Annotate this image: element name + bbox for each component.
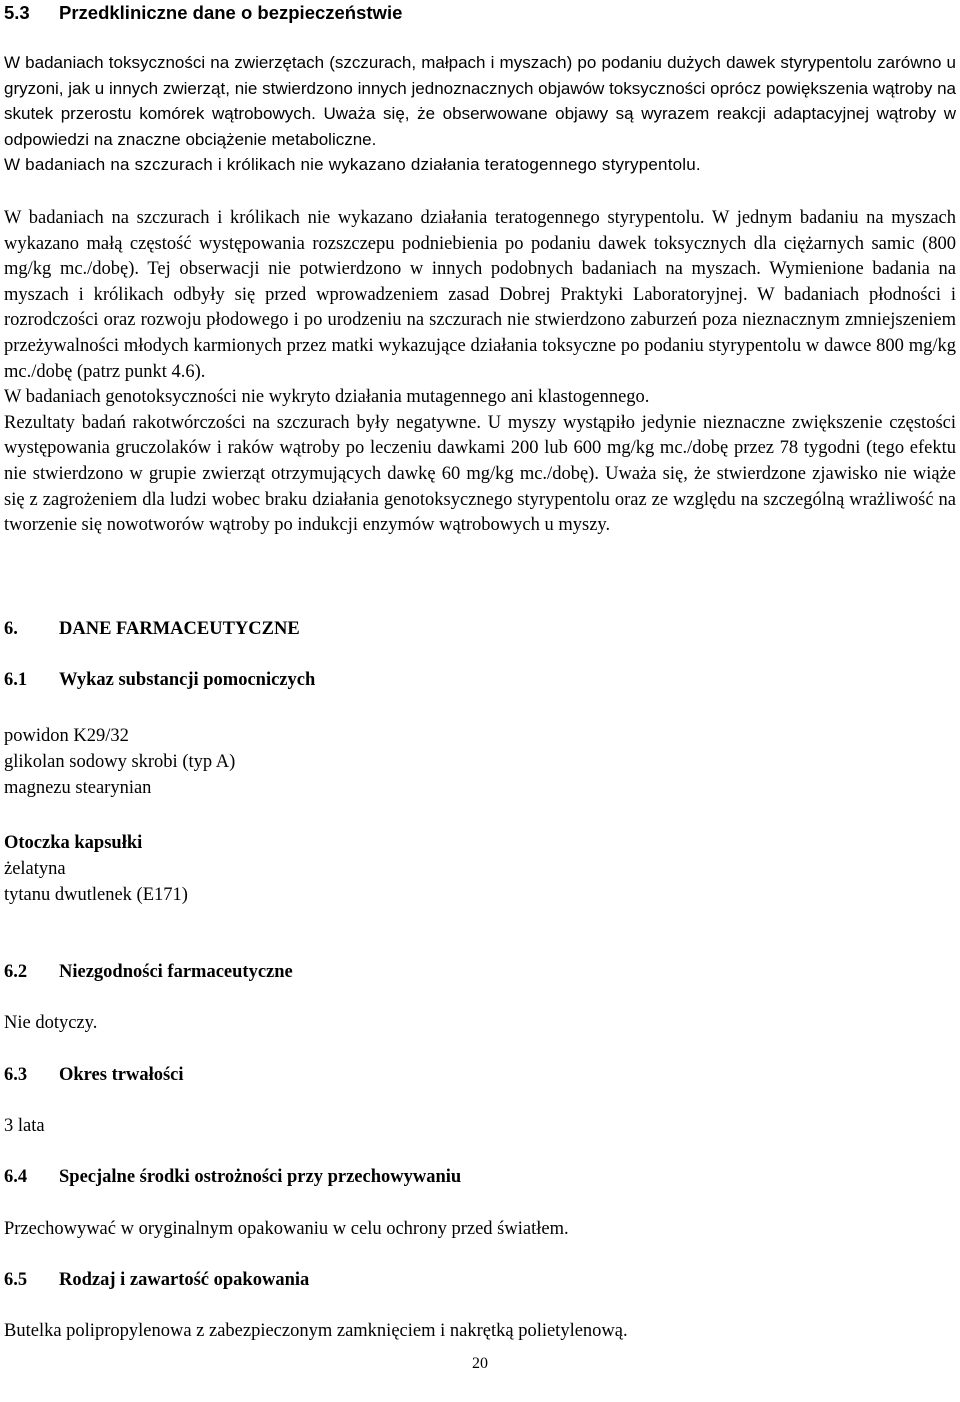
section-number: 5.3: [4, 2, 30, 23]
paragraph-teratogenicity-intro: W badaniach na szczurach i królikach nie wykazano działania teratogennego styrypentolu.: [4, 155, 701, 175]
section-title: Wykaz substancji pomocniczych: [59, 670, 316, 690]
section-title: Przedkliniczne dane o bezpieczeństwie: [59, 2, 403, 23]
section-title: DANE FARMACEUTYCZNE: [59, 619, 300, 639]
section-5-3-body-2: [4, 206, 956, 539]
section-number: 6.2: [4, 962, 28, 982]
section-title: Specjalne środki ostrożności przy przechowywaniu: [59, 1167, 462, 1187]
capsule-shell-block: [4, 830, 956, 908]
section-6-heading: [4, 619, 956, 640]
section-6-4-heading: [4, 1167, 956, 1188]
section-title: Okres trwałości: [59, 1065, 184, 1085]
list-item: tytanu dwutlenek (E171): [4, 885, 188, 905]
section-number: 6.4: [4, 1167, 28, 1187]
capsule-shell-heading: Otoczka kapsułki: [4, 833, 143, 853]
section-6-4-text: Przechowywać w oryginalnym opakowaniu w celu ochrony przed światłem.: [4, 1219, 569, 1239]
section-6-5-text: Butelka polipropylenowa z zabezpieczonym zamknięciem i nakrętką polietylenową.: [4, 1321, 628, 1341]
list-item: żelatyna: [4, 859, 66, 879]
section-6-2-heading: [4, 962, 956, 983]
section-number: 6.: [4, 619, 18, 639]
section-title: Rodzaj i zawartość opakowania: [59, 1270, 310, 1290]
section-6-5-heading: [4, 1270, 956, 1291]
paragraph-teratogenicity: W badaniach na szczurach i królikach nie wykazano działania teratogennego styrypentolu. W jednym badaniu na myszach wykazano małą częstość występowania rozszczepu podniebienia po podaniu dawek toksycznych dla ciężarnych samic (800 mg/kg mc./dobę). Tej obserwacji nie potwierdzono w innych podobnych badaniach na myszach. Wymienione badania na myszach i królikach odbyły się przed wprowadzeniem zasad Dobrej Praktyki Laboratoryjnej. W badaniach płodności i rozrodczości oraz rozwoju płodowego i po urodzeniu na szczurach nie stwierdzono zaburzeń poza nieznacznym zmniejszeniem przeżywalności młodych karmionych przez matki wykazujące działania toksyczne po podaniu styrypentolu w dawce 800 mg/kg mc./dobę (patrz punkt 4.6).: [4, 208, 956, 382]
section-number: 6.1: [4, 670, 28, 690]
section-6-3-heading: [4, 1065, 956, 1086]
section-6-2-text: Nie dotyczy.: [4, 1013, 98, 1033]
list-item: glikolan sodowy skrobi (typ A): [4, 752, 236, 772]
section-number: 6.3: [4, 1065, 28, 1085]
section-5-3-heading: [4, 2, 956, 24]
section-title: Niezgodności farmaceutyczne: [59, 962, 293, 982]
list-item: magnezu stearynian: [4, 778, 152, 798]
paragraph-genotoxicity: W badaniach genotoksyczności nie wykryto działania mutagennego ani klastogennego.: [4, 387, 650, 408]
excipients-list: [4, 723, 956, 801]
section-6-1-heading: [4, 670, 956, 691]
section-number: 6.5: [4, 1270, 28, 1290]
paragraph-carcinogenicity: Rezultaty badań rakotwórczości na szczurach były negatywne. U myszy wystąpiło jedynie nieznaczne zwiększenie częstości występowania gruczolaków i raków wątroby po leczeniu dawkami 200 lub 600 mg/kg mc./dobę przez 78 tygodni (tego efektu nie stwierdzono w grupie zwierząt otrzymujących dawkę 60 mg/kg mc./dobę). Uważa się, że stwierdzone zjawisko nie wiąże się z zagrożeniem dla ludzi wobec braku działania genotoksycznego styrypentolu oraz ze względu na szczególną wrażliwość na tworzenie się nowotworów wątroby po indukcji enzymów wątrobowych u myszy.: [4, 412, 956, 536]
page-number: 20: [472, 1355, 488, 1372]
list-item: powidon K29/32: [4, 726, 129, 746]
section-6-3-text: 3 lata: [4, 1116, 45, 1136]
section-5-3-body: [4, 50, 956, 178]
paragraph-toxicity: W badaniach toksyczności na zwierzętach (szczurach, małpach i myszach) po podaniu dużych dawek styrypentolu zarówno u gryzoni, jak u innych zwierząt, nie stwierdzono innych jednoznacznych objawów toksyczności oprócz powiększenia wątroby na skutek przerostu komórek wątrobowych. Uważa się, że obserwowane objawy są wyrazem reakcji adaptacyjnej wątroby w odpowiedzi na znaczne obciążenie metaboliczne.: [4, 53, 956, 149]
